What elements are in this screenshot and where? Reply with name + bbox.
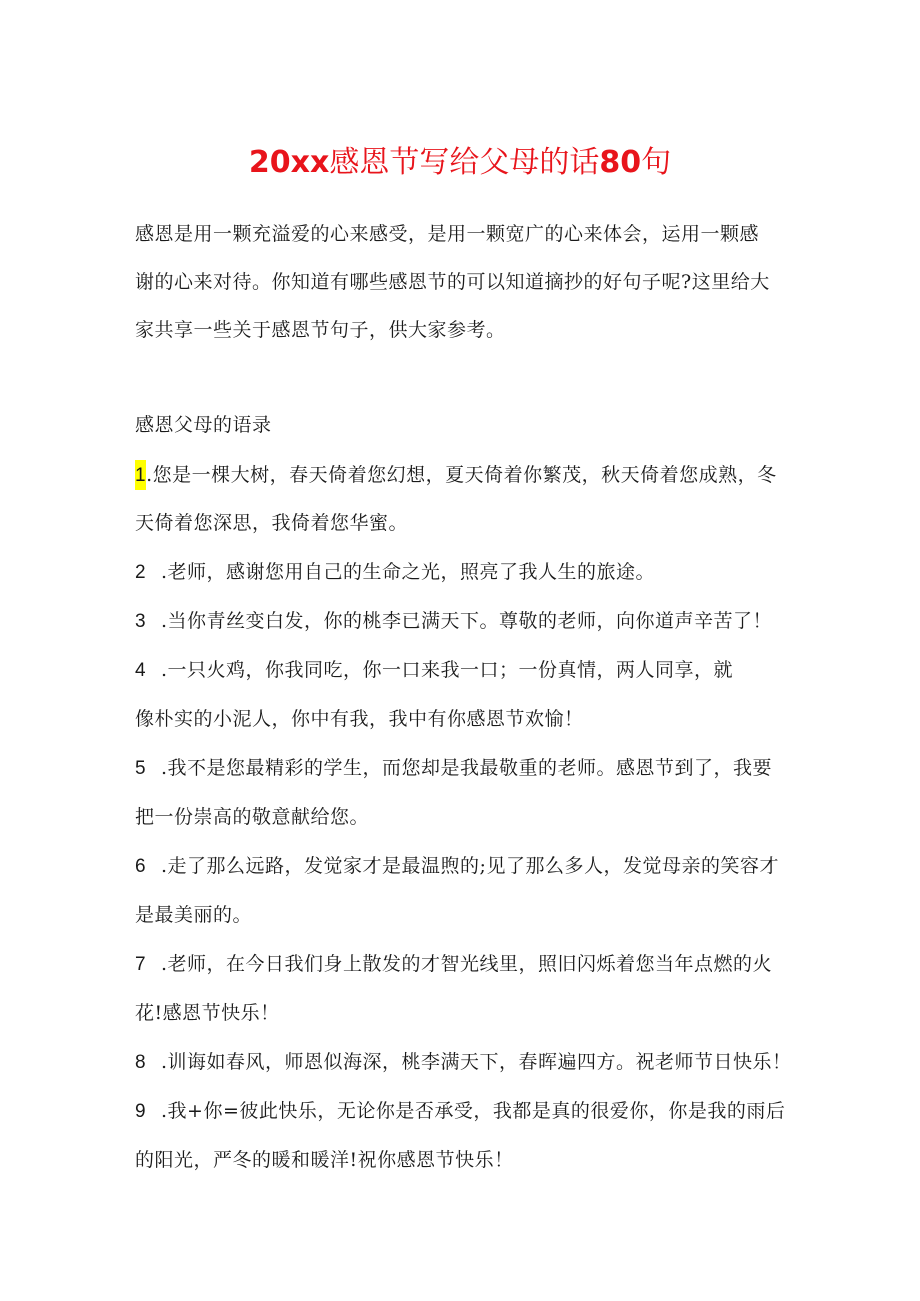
- list-item-4: [135, 655, 733, 686]
- list-item-number: 5: [135, 758, 147, 779]
- list-item-text: .老师，感谢您用自己的生命之光，照亮了我人生的旅途。: [161, 561, 656, 583]
- list-item-1-continuation: 天倚着您深思，我倚着您华蜜。: [135, 512, 409, 534]
- list-item-7: [135, 949, 772, 980]
- list-item-number-highlighted: 1: [135, 460, 146, 490]
- list-item-1: [135, 460, 777, 490]
- list-item-3: [135, 606, 772, 637]
- list-item-text: .训诲如春风，师恩似海深，桃李满天下，春晖遍四方。祝老师节日快乐！: [161, 1051, 792, 1073]
- intro-line-3: 家共享一些关于感恩节句子，供大家参考。: [135, 319, 506, 341]
- intro-line-1: 感恩是用一颗充溢爱的心来感受，是用一颗宽广的心来体会，运用一颗感: [135, 223, 760, 245]
- title-year: 20xx: [248, 145, 330, 180]
- list-item-6: [135, 851, 779, 882]
- section-heading: 感恩父母的语录: [135, 414, 272, 436]
- list-item-number: 4: [135, 660, 147, 681]
- list-item-text: .我+你=彼此快乐，无论你是否承受，我都是真的很爱你，你是我的雨后: [161, 1100, 786, 1122]
- title-count: 80: [599, 145, 642, 180]
- list-item-number: 7: [135, 954, 147, 975]
- list-item-number: 2: [135, 562, 147, 583]
- list-item-4-continuation: 像朴实的小泥人，你中有我，我中有你感恩节欢愉！: [135, 708, 584, 730]
- list-item-2: [135, 557, 655, 588]
- title-suffix: 句: [641, 145, 672, 180]
- list-item-text: .您是一棵大树，春天倚着您幻想，夏天倚着你繁茂，秋天倚着您成熟，冬: [146, 464, 777, 486]
- list-item-text: .我不是您最精彩的学生，而您却是我最敬重的老师。感恩节到了，我要: [161, 757, 773, 779]
- list-item-number: 6: [135, 856, 147, 877]
- list-item-text: .老师，在今日我们身上散发的才智光线里，照旧闪烁着您当年点燃的火: [161, 953, 773, 975]
- intro-line-2: 谢的心来对待。你知道有哪些感恩节的可以知道摘抄的好句子呢?这里给大: [135, 271, 770, 293]
- list-item-number: 9: [135, 1101, 147, 1122]
- list-item-5-continuation: 把一份崇高的敬意献给您。: [135, 806, 370, 828]
- list-item-text: .走了那么远路，发觉家才是最温煦的;见了那么多人，发觉母亲的笑容才: [161, 855, 779, 877]
- list-item-9: [135, 1096, 785, 1127]
- title-main-text: 感恩节写给父母的话: [329, 145, 600, 180]
- list-item-number: 3: [135, 611, 147, 632]
- list-item-8: [135, 1047, 792, 1078]
- list-item-7-continuation: 花!感恩节快乐！: [135, 1002, 280, 1024]
- list-item-text: .当你青丝变白发，你的桃李已满天下。尊敬的老师，向你道声辛苦了！: [161, 610, 773, 632]
- list-item-9-continuation: 的阳光，严冬的暖和暖洋!祝你感恩节快乐！: [135, 1149, 514, 1171]
- list-item-6-continuation: 是最美丽的。: [135, 904, 253, 926]
- list-item-5: [135, 753, 772, 784]
- document-title: [0, 140, 920, 186]
- list-item-number: 8: [135, 1052, 147, 1073]
- list-item-text: .一只火鸡，你我同吃，你一口来我一口；一份真情，两人同享，就: [161, 659, 734, 681]
